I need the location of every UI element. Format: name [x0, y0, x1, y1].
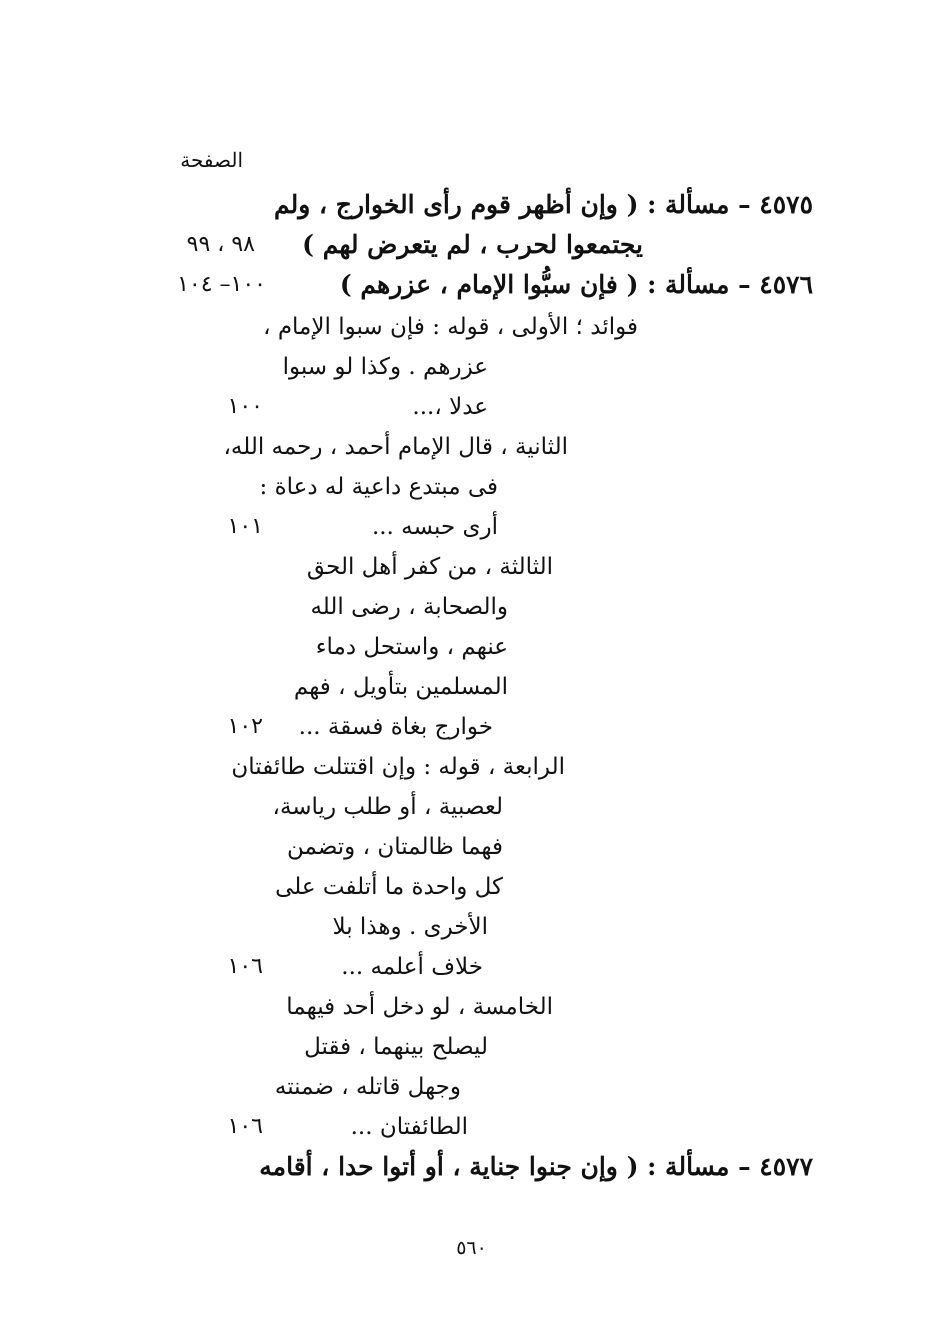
note-5-line-1: الخامسة ، لو دخل أحد فيهما	[286, 994, 553, 1020]
entry-4575-pages: ٩٨ ، ٩٩	[186, 232, 255, 257]
page-column-label: الصفحة	[180, 148, 243, 172]
note-5-line-3: وجهل قاتله ، ضمنته	[274, 1074, 461, 1100]
note-4-line-6: خلاف أعلمه ...	[341, 954, 483, 980]
note-1-line-2: عزرهم . وكذا لو سبوا	[282, 354, 488, 380]
note-4-line-4: كل واحدة ما أتلفت على	[275, 874, 503, 900]
note-2-line-3: أرى حبسه ...	[371, 514, 498, 540]
note-4-line-3: فهما ظالمتان ، وتضمن	[287, 834, 503, 860]
note-3-page: ١٠٢	[227, 714, 263, 739]
note-5-line-2: ليصلح بينهما ، فقتل	[304, 1034, 488, 1060]
note-1-line-3: عدلا ،...	[412, 394, 488, 420]
note-3-line-4: المسلمين بتأويل ، فهم	[293, 674, 508, 700]
entry-4576-line-1: ٤٥٧٦ – مسألة : ( فإن سبُّوا الإمام ، عزرهم )	[339, 270, 813, 299]
note-3-line-1: الثالثة ، من كفر أهل الحق	[306, 554, 553, 580]
note-5-line-4: الطائفتان ...	[350, 1114, 468, 1140]
note-3-line-2: والصحابة ، رضى الله	[310, 594, 508, 620]
note-4-line-2: لعصبية ، أو طلب رياسة،	[272, 794, 503, 820]
note-2-line-1: الثانية ، قال الإمام أحمد ، رحمه الله،	[223, 434, 568, 460]
note-3-line-3: عنهم ، واستحل دماء	[315, 634, 508, 660]
note-2-line-2: فى مبتدع داعية له دعاة :	[259, 474, 498, 500]
entry-4577-line-1: ٤٥٧٧ – مسألة : ( وإن جنوا جناية ، أو أتوا حدا ، أقامه	[259, 1152, 813, 1181]
entry-4575-line-2: يجتمعوا لحرب ، لم يتعرض لهم )	[302, 230, 643, 259]
note-1-page: ١٠٠	[227, 394, 263, 419]
note-1-line-1: فوائد ؛ الأولى ، قوله : فإن سبوا الإمام ،	[263, 314, 638, 340]
note-5-page: ١٠٦	[227, 1114, 263, 1139]
note-4-page: ١٠٦	[227, 954, 263, 979]
note-3-line-5: خوارج بغاة فسقة ...	[298, 714, 493, 740]
page-number: ٥٦٠	[456, 1237, 487, 1259]
note-4-line-5: الأخرى . وهذا بلا	[332, 914, 488, 940]
note-2-page: ١٠١	[227, 514, 263, 539]
entry-4576-pages: ١٠٠– ١٠٤	[177, 272, 266, 297]
entry-4575-line-1: ٤٥٧٥ – مسألة : ( وإن أظهر قوم رأى الخوارج ، ولم	[274, 190, 813, 219]
note-4-line-1: الرابعة ، قوله : وإن اقتتلت طائفتان	[231, 754, 565, 780]
